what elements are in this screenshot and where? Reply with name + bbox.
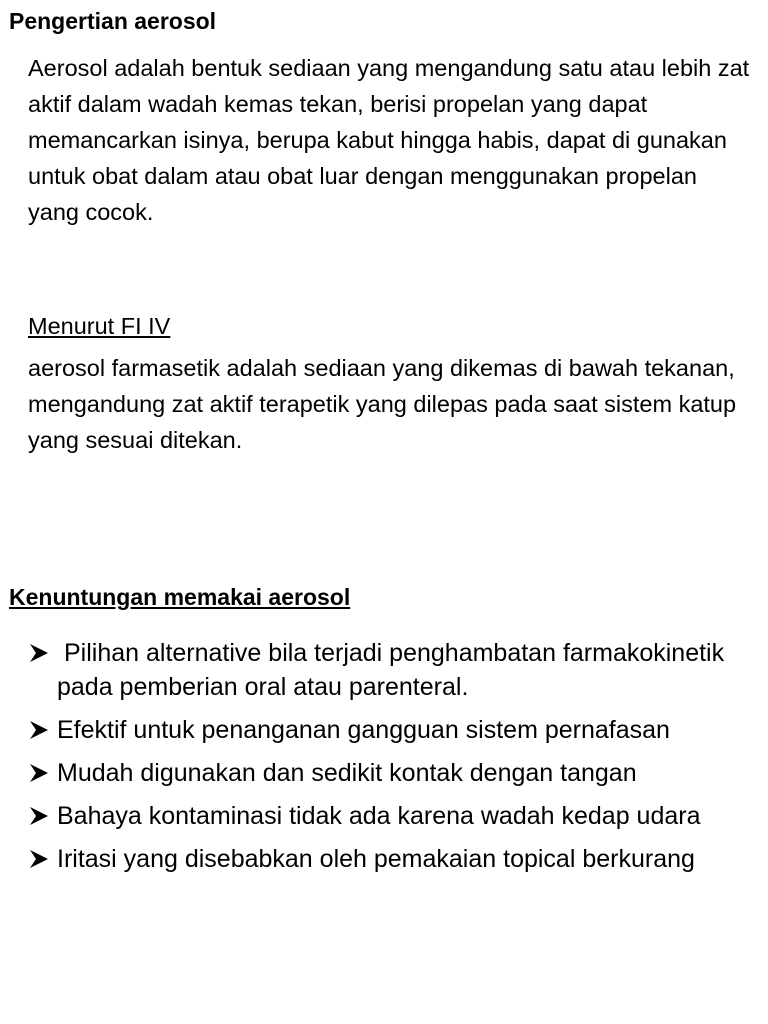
list-item-text: Pilihan alternative bila terjadi penghambatan farmakokinetik pada pemberian oral atau parenteral.: [57, 639, 725, 701]
fi-iv-heading: Menurut FI IV: [28, 313, 171, 339]
list-item-text: Iritasi yang disebabkan oleh pemakaian topical berkurang: [57, 845, 695, 873]
advantages-title: Kenuntungan memakai aerosol: [9, 584, 351, 610]
list-item: [28, 636, 756, 704]
list-item-text: Efektif untuk penanganan gangguan sistem pernafasan: [57, 716, 670, 744]
list-item-text: Mudah digunakan dan sedikit kontak dengan tangan: [57, 759, 637, 787]
arrow-bullet-icon: [28, 805, 50, 827]
definition-paragraph: Aerosol adalah bentuk sediaan yang mengandung satu atau lebih zat aktif dalam wadah kemas tekan, berisi propelan yang dapat memancarkan isinya, berupa kabut hingga habis, dapat di gunakan untuk obat dalam atau obat luar dengan menggunakan propelan yang cocok.: [28, 55, 750, 225]
list-item: [28, 756, 756, 790]
advantages-list: [28, 636, 756, 885]
arrow-bullet-icon: [28, 762, 50, 784]
list-item: [28, 713, 756, 747]
definition-title: Pengertian aerosol: [9, 8, 217, 34]
arrow-bullet-icon: [28, 848, 50, 870]
list-item: [28, 799, 756, 833]
list-item-text: Bahaya kontaminasi tidak ada karena wadah kedap udara: [57, 802, 701, 830]
list-item: [28, 842, 756, 876]
arrow-bullet-icon: [28, 642, 50, 664]
arrow-bullet-icon: [28, 719, 50, 741]
fi-iv-paragraph: aerosol farmasetik adalah sediaan yang dikemas di bawah tekanan, mengandung zat aktif terapetik yang dilepas pada saat sistem katup yang sesuai ditekan.: [28, 355, 737, 453]
